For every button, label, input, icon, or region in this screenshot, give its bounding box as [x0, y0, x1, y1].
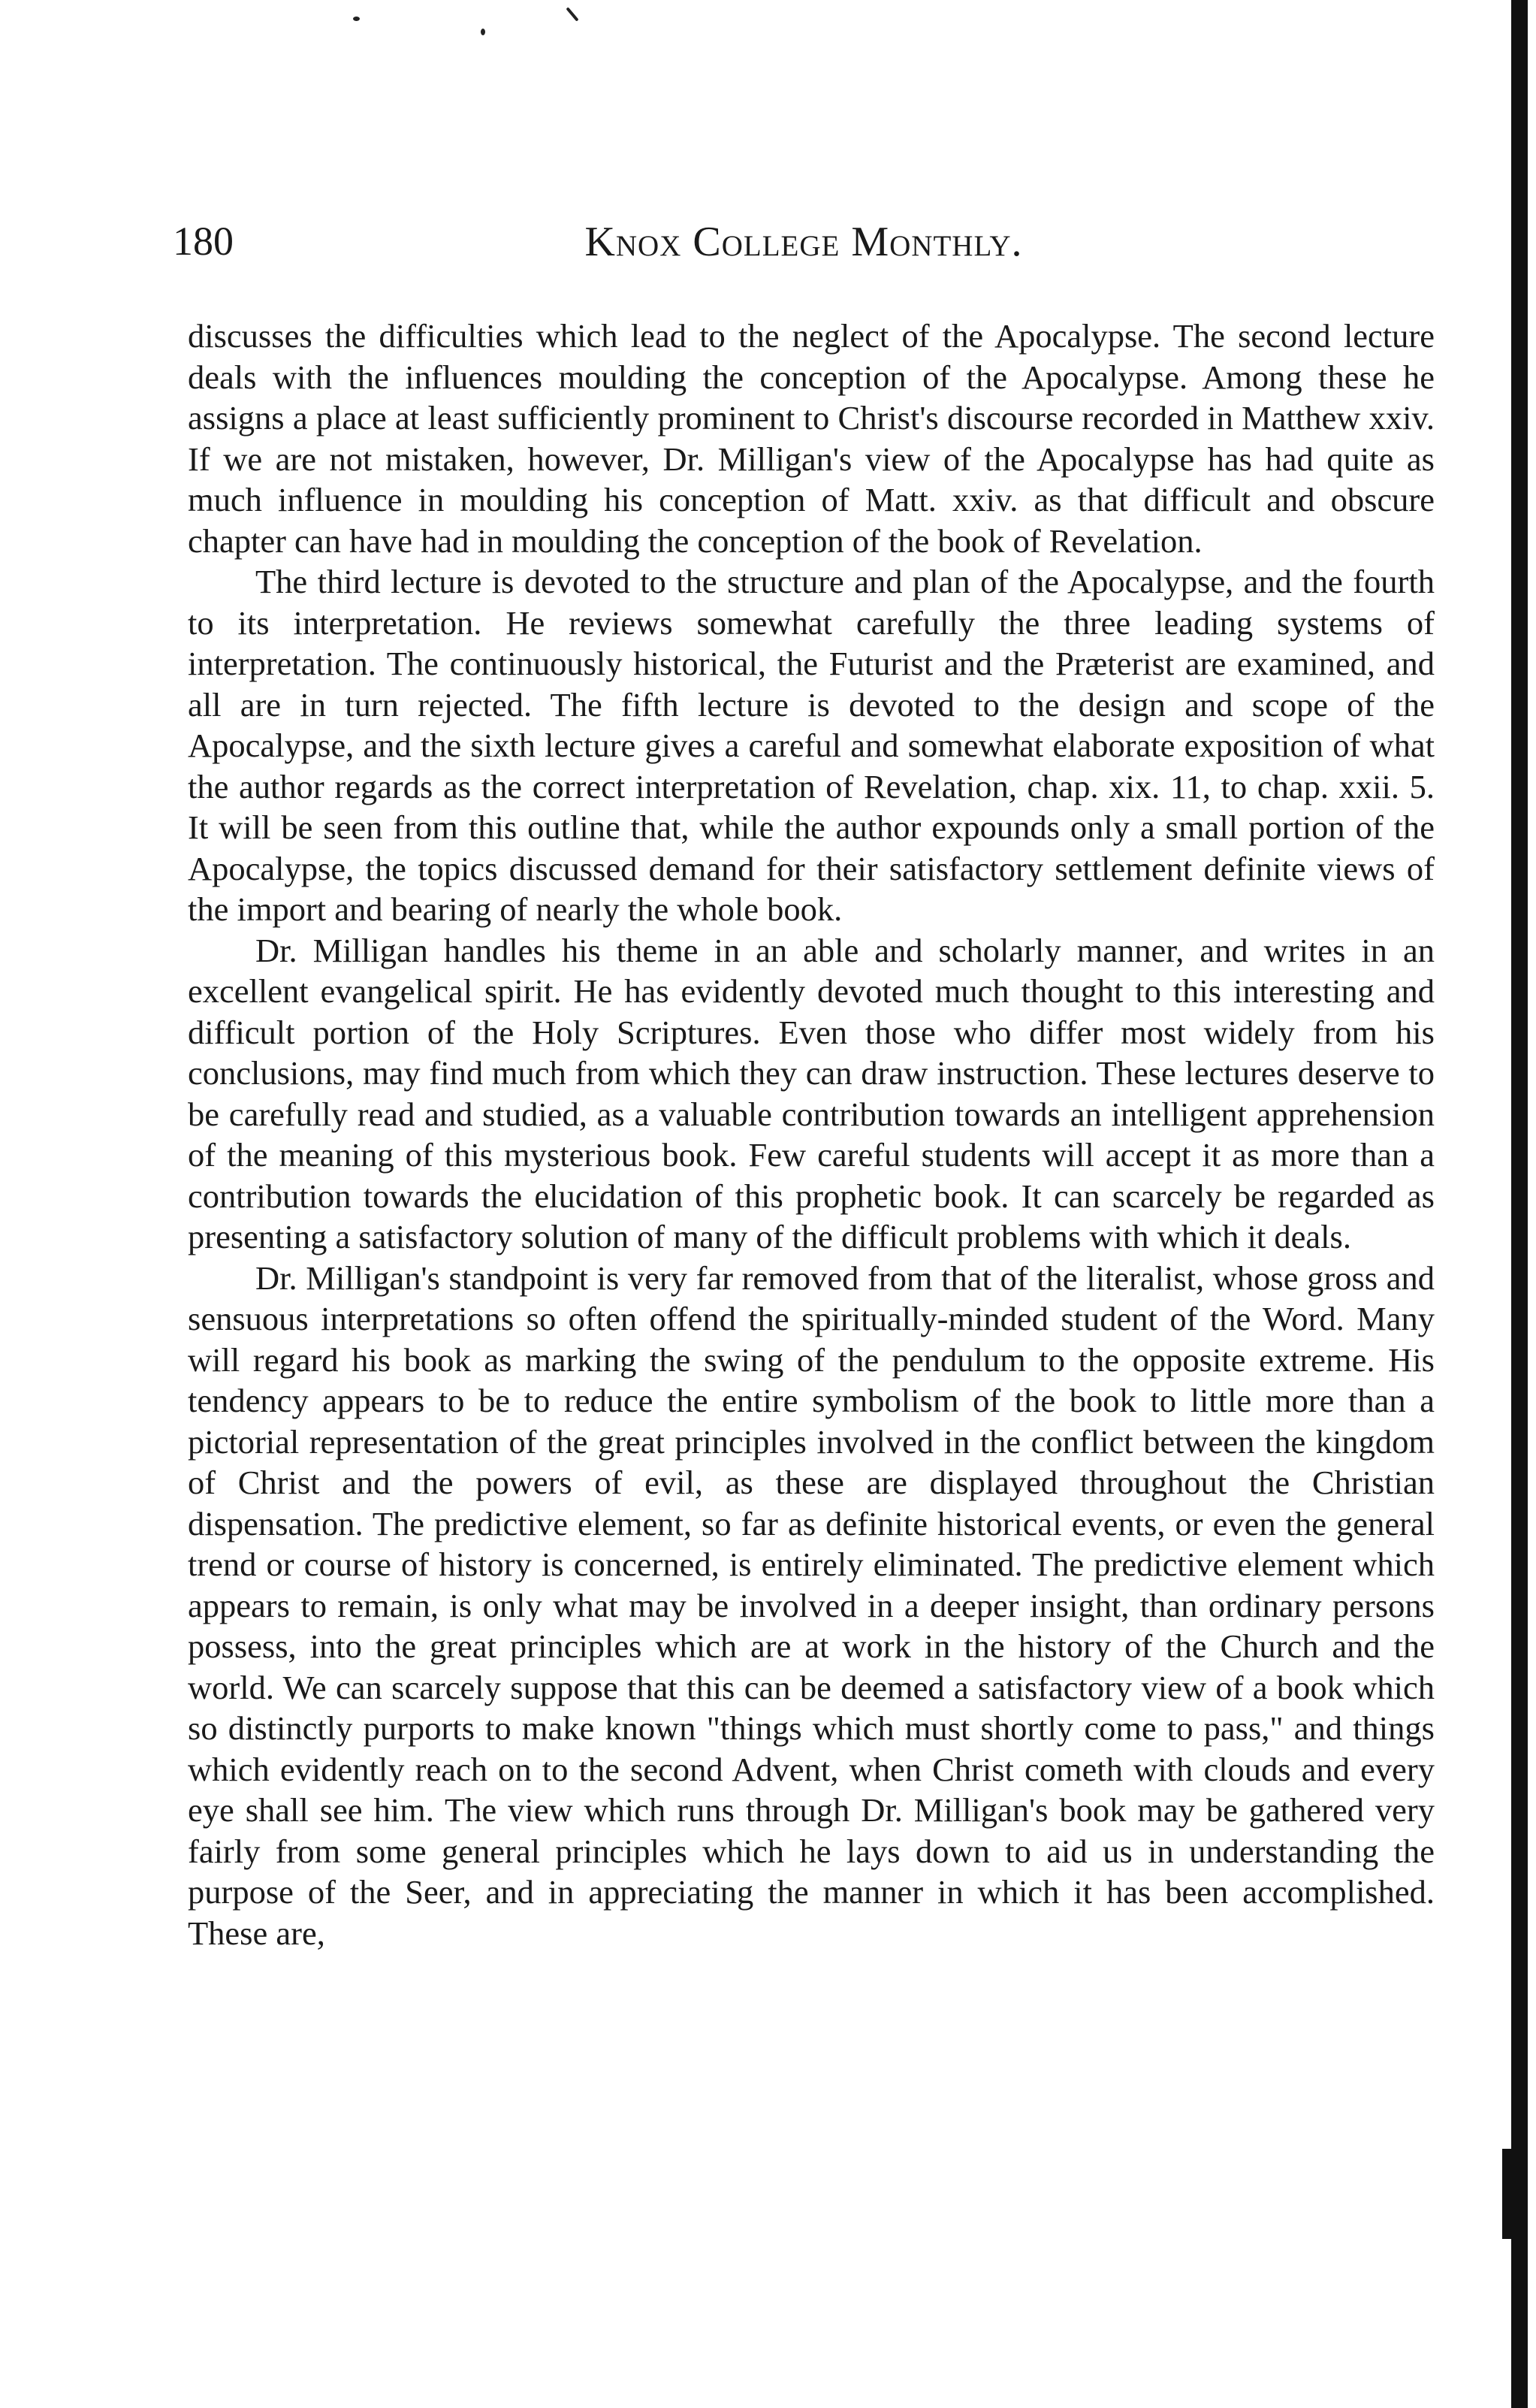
page-edge-notch [1502, 2149, 1513, 2239]
scan-speck [566, 7, 578, 21]
running-title: Knox College Monthly. [584, 219, 1023, 265]
paragraph: Dr. Milligan handles his theme in an able and scholarly manner, and writes in an excellent evangelical spirit. He has evidently devoted much thought to this interesting and difficult portion of the Holy Scriptures. Even those who differ most widely from his conclusions, may find much from which they can draw instruction. These lectures deserve to be carefully read and studied, as a valuable contribution towards an intelligent apprehension of the meaning of this mysterious book. Few careful students will accept it as more than a contribution towards the elucidation of this prophetic book. It can scarcely be regarded as presenting a satisfactory solution of many of the difficult problems with which it deals. [188, 931, 1435, 1255]
paragraph: discusses the difficulties which lead to the neglect of the Apocalypse. The second lecture deals with the influences moulding the conception of the Apocalypse. Among these he assigns a place at least sufficiently prominent to Christ's discourse recorded in Matthew xxiv. If we are not mistaken, however, Dr. Milligan's view of the Apocalypse has had quite as much influence in moulding his conception of Matt. xxiv. as that difficult and obscure chapter can have had in moulding the conception of the book of Revelation. [188, 317, 1435, 560]
scan-speck [353, 17, 360, 21]
page-edge-shadow [1511, 0, 1528, 2408]
scan-speck [481, 29, 485, 35]
page-number: 180 [173, 219, 234, 264]
article-body [188, 316, 1435, 1953]
paragraph: The third lecture is devoted to the structure and plan of the Apocalypse, and the fourth to its interpretation. He reviews somewhat carefully the three leading systems of interpretation. The continuously historical, the Futurist and the Præterist are examined, and all are in turn rejected. The fifth lecture is devoted to the design and scope of the Apocalypse, and the sixth lecture gives a careful and somewhat elaborate exposition of what the author regards as the correct interpretation of Revelation, chap. xix. 11, to chap. xxii. 5. It will be seen from this outline that, while the author expounds only a small portion of the Apocalypse, the topics discussed demand for their satisfactory settlement definite views of the import and bearing of nearly the whole book. [188, 563, 1435, 928]
paragraph: Dr. Milligan's standpoint is very far removed from that of the literalist, whose gross and sensuous interpretations so often offend the spiritually-minded student of the Word. Many will regard his book as marking the swing of the pendulum to the opposite extreme. His tendency appears to be to reduce the entire symbolism of the book to little more than a pictorial representation of the great principles involved in the conflict between the kingdom of Christ and the powers of evil, as these are displayed throughout the Christian dispensation. The predictive element, so far as definite historical events, or even the general trend or course of history is concerned, is entirely eliminated. The predictive element which appears to remain, is only what may be involved in a deeper insight, than ordinary persons possess, into the great principles which are at work in the history of the Church and the world. We can scarcely suppose that this can be deemed a satisfactory view of a book which so distinctly purports to make known "things which must shortly come to pass," and things which evidently reach on to the second Advent, when Christ cometh with clouds and every eye shall see him. The view which runs through Dr. Milligan's book may be gathered very fairly from some general principles which he lays down to aid us in understanding the purpose of the Seer, and in appreciating the manner in which it has been accomplished. These are, [188, 1258, 1435, 1952]
page-header [173, 218, 1435, 278]
